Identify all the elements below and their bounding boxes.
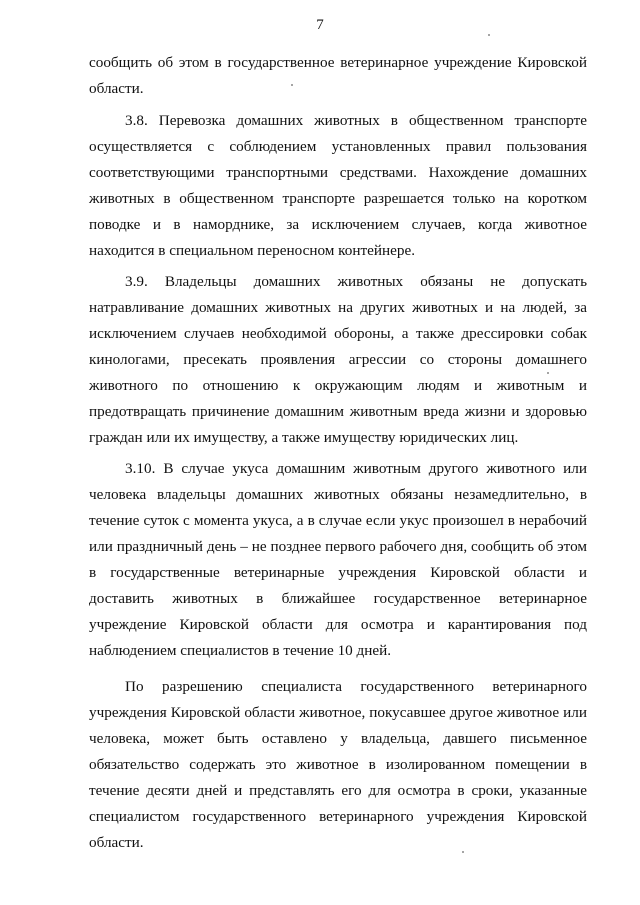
paragraph-3-9: 3.9. Владельцы домашних животных обязаны не допускать натравливание домашних животных на других животных и на людей, за исключением случаев необходимой обороны, а также дрессировки собак кинологами, пресекать проявления агрессии со стороны домашнего животного по отношению к окружающим людям и животным и предотвращать причинение домашним животным вреда жизни и здоровью граждан или их имуществу, а также имуществу юридических лиц.: [89, 273, 587, 446]
scan-speck: [462, 851, 464, 853]
scan-speck: [547, 372, 549, 374]
scan-speck: [291, 84, 293, 86]
scan-speck: [488, 34, 490, 36]
paragraph-3-8: 3.8. Перевозка домашних животных в общественном транспорте осуществляется с соблюдением установленных правил пользования соответствующими транспортными средствами. Нахождение домашних животных в общественном транспорте разрешается только на коротком поводке и в наморднике, за исключением случаев, когда животное находится в специальном переносном контейнере.: [89, 112, 587, 259]
paragraph-3-10: 3.10. В случае укуса домашним животным другого животного или человека владельцы домашних животных обязаны незамедлительно, в течение суток с момента укуса, а в случае если укус произошел в нерабочий или праздничный день – не позднее первого рабочего дня, сообщить об этом в государственные ветеринарные учреждения Кировской области и доставить животных в ближайшее государственное ветеринарное учреждение Кировской области для осмотра и карантирования под наблюдением специалистов в течение 10 дней.: [89, 460, 587, 659]
paragraph-3-10-continuation: По разрешению специалиста государственного ветеринарного учреждения Кировской области животное, покусавшее другое животное или человека, может быть оставлено у владельца, давшего письменное обязательство содержать это животное в изолированном помещении в течение десяти дней и представлять его для осмотра в сроки, указанные специалистом государственного ветеринарного учреждения Кировской области.: [89, 678, 587, 851]
paragraph-continuation: сообщить об этом в государственное ветеринарное учреждение Кировской области.: [89, 54, 587, 97]
document-body: [89, 50, 587, 856]
page-number: 7: [316, 17, 324, 33]
